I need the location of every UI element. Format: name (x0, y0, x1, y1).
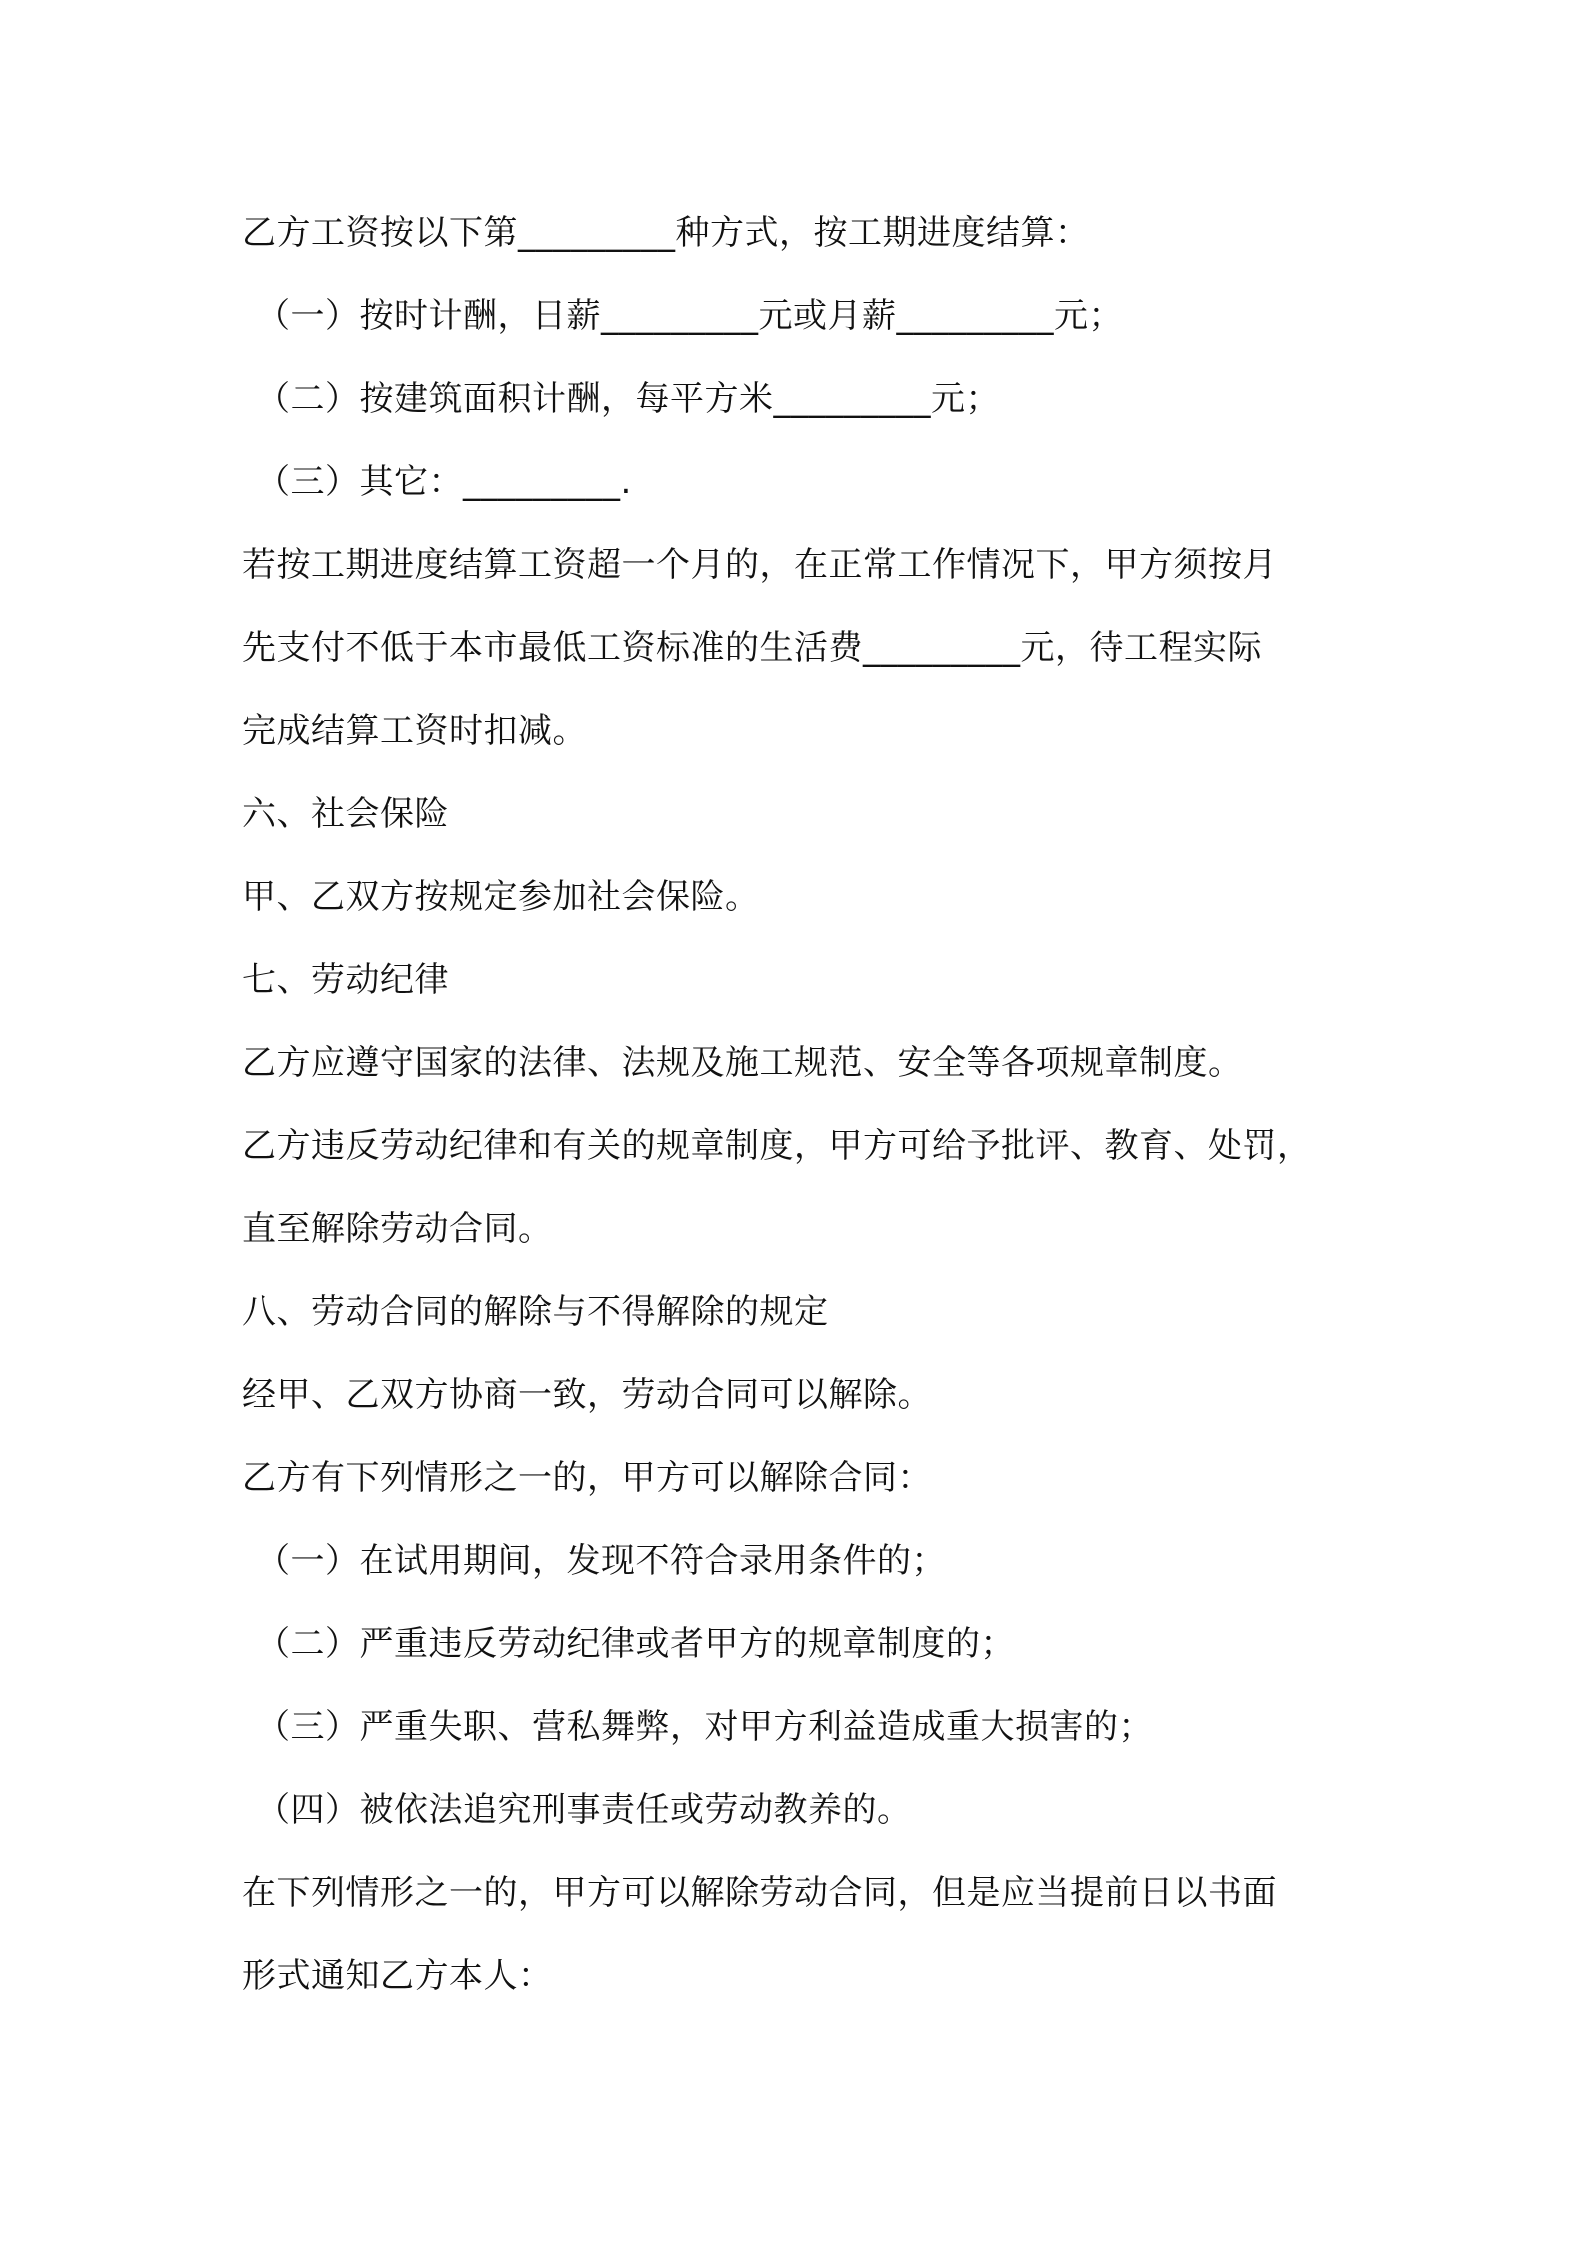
text-line-21: 在下列情形之一的，甲方可以解除劳动合同，但是应当提前日以书面 (242, 1873, 1277, 1913)
text-line-20: （四）被依法追究刑事责任或劳动教养的。 (256, 1790, 912, 1830)
text-line-2: （一）按时计酬，日薪_________元或月薪_________元； (256, 296, 1123, 336)
text-line-13: 直至解除劳动合同。 (242, 1209, 553, 1249)
text-line-9: 甲、乙双方按规定参加社会保险。 (242, 877, 760, 917)
text-line-3: （二）按建筑面积计酬，每平方米_________元； (256, 379, 1000, 419)
section-heading-social-insurance: 六、社会保险 (242, 794, 449, 834)
text-line-7: 完成结算工资时扣减。 (242, 711, 587, 751)
document-body (242, 192, 1372, 2018)
text-line-15: 经甲、乙双方协商一致，劳动合同可以解除。 (242, 1375, 932, 1415)
text-line-1: 乙方工资按以下第_________种方式，按工期进度结算： (242, 213, 1090, 253)
text-line-4: （三）其它：_________. (256, 462, 632, 502)
text-line-12: 乙方违反劳动纪律和有关的规章制度，甲方可给予批评、教育、处罚， (242, 1126, 1312, 1166)
text-line-6: 先支付不低于本市最低工资标准的生活费_________元，待工程实际 (242, 628, 1262, 668)
section-heading-contract-termination: 八、劳动合同的解除与不得解除的规定 (242, 1292, 829, 1332)
text-line-19: （三）严重失职、营私舞弊，对甲方利益造成重大损害的； (256, 1707, 1153, 1747)
text-line-5: 若按工期进度结算工资超一个月的，在正常工作情况下，甲方须按月 (242, 545, 1277, 585)
text-line-11: 乙方应遵守国家的法律、法规及施工规范、安全等各项规章制度。 (242, 1043, 1243, 1083)
text-line-22: 形式通知乙方本人： (242, 1956, 553, 1996)
text-line-16: 乙方有下列情形之一的，甲方可以解除合同： (242, 1458, 932, 1498)
section-heading-labor-discipline: 七、劳动纪律 (242, 960, 449, 1000)
text-line-17: （一）在试用期间，发现不符合录用条件的； (256, 1541, 946, 1581)
text-line-18: （二）严重违反劳动纪律或者甲方的规章制度的； (256, 1624, 1015, 1664)
